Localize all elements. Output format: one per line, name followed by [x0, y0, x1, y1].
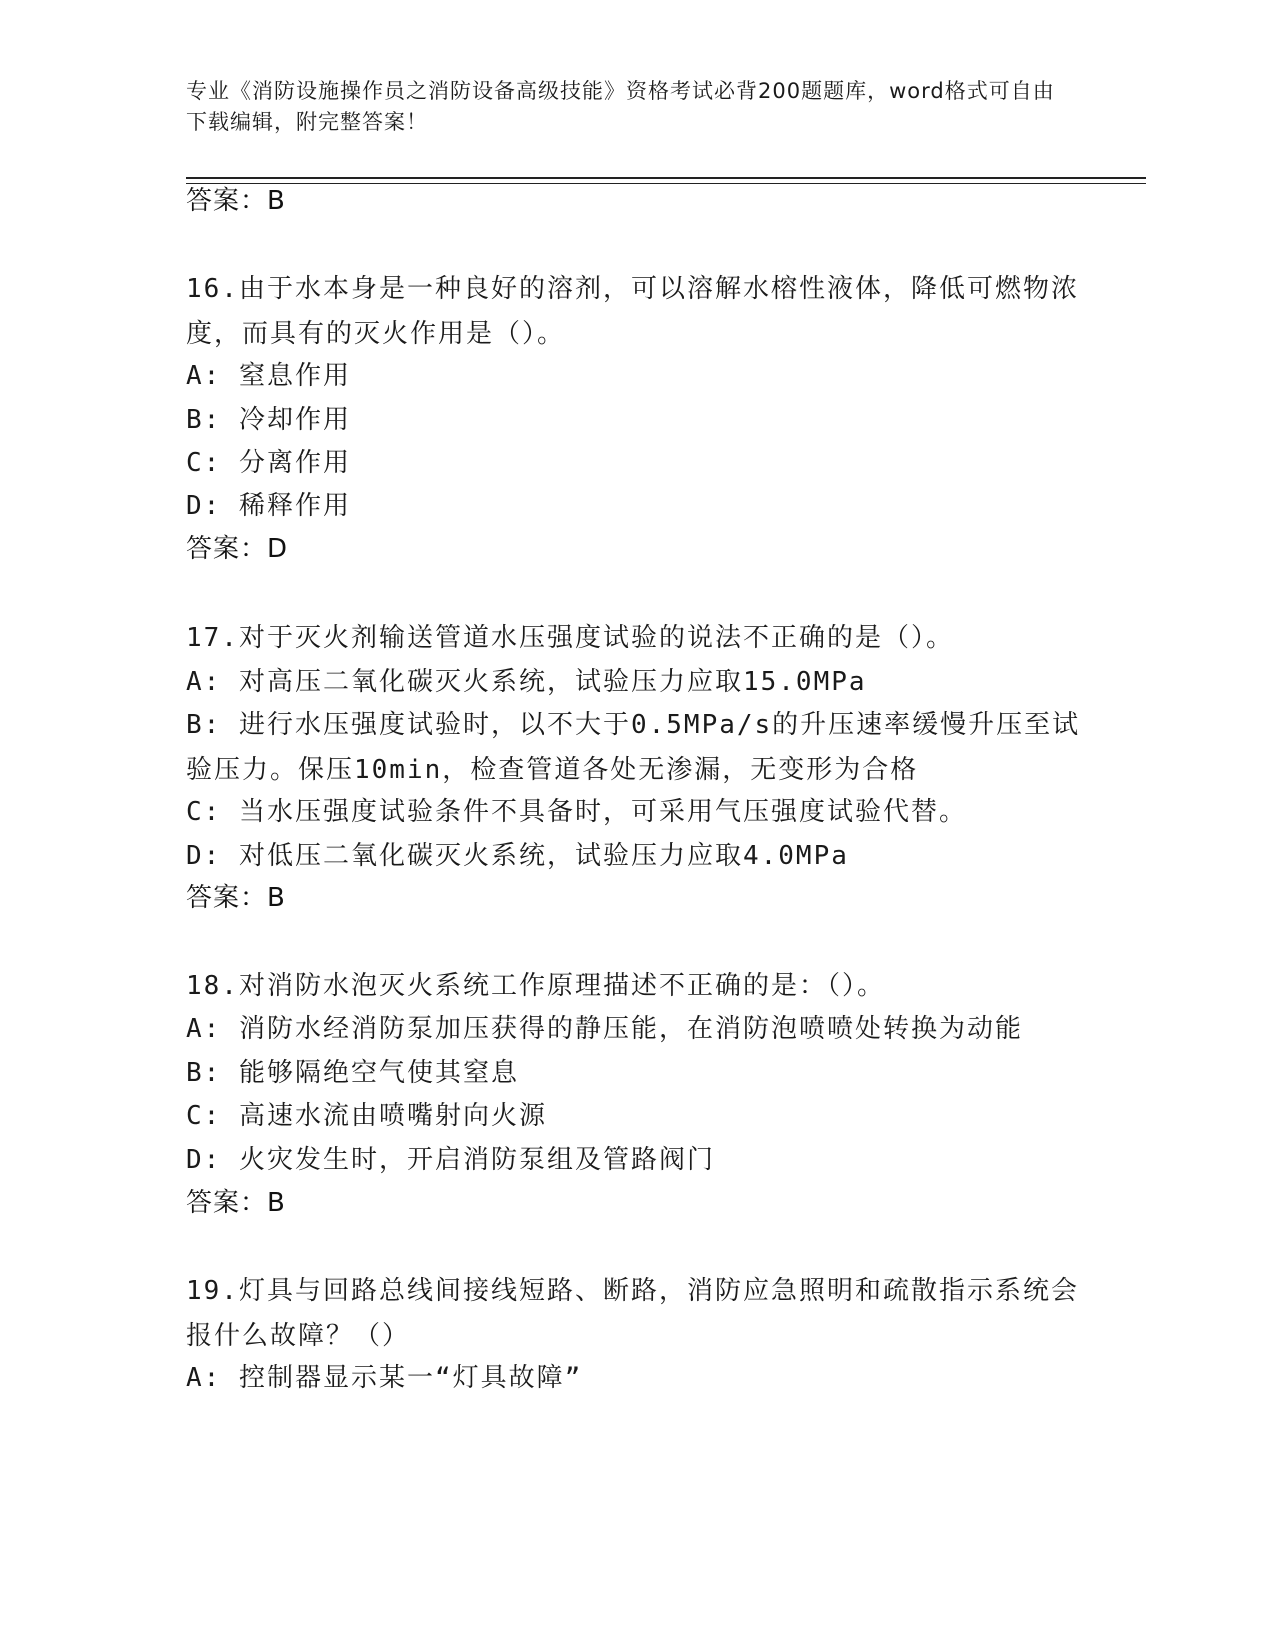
question-16-option-c: C: 分离作用 [186, 448, 351, 478]
question-17-option-a: A: 对高压二氧化碳灭火系统，试验压力应取15.0MPa [186, 667, 867, 697]
header-rule-thin [186, 183, 1146, 184]
answer-label: 答案： [186, 186, 268, 216]
question-16-stem: 16.由于水本身是一种良好的溶剂，可以溶解水榕性液体，降低可燃物浓度，而具有的灭火作用是（）。 [186, 274, 1079, 349]
answer-line [186, 184, 285, 218]
question-19-option-a: A: 控制器显示某一“灯具故障” [186, 1363, 583, 1393]
question-18-stem: 18.对消防水泡灭火系统工作原理描述不正确的是：（）。 [186, 971, 885, 1001]
document-header: 专业《消防设施操作员之消防设备高级技能》资格考试必背200题题库，word格式可自由下载编辑，附完整答案！ [186, 79, 1055, 134]
question-18-option-c: C: 高速水流由喷嘴射向火源 [186, 1101, 547, 1131]
question-18-option-b: B: 能够隔绝空气使其窒息 [186, 1058, 519, 1088]
question-18-option-a: A: 消防水经消防泵加压获得的静压能，在消防泡喷喷处转换为动能 [186, 1014, 1023, 1044]
answer-label: 答案： [186, 883, 268, 913]
question-17-option-d: D: 对低压二氧化碳灭火系统，试验压力应取4.0MPa [186, 841, 849, 871]
question-17-option-b: B: 进行水压强度试验时，以不大于0.5MPa/s的升压速率缓慢升压至试验压力。保压10min，检查管道各处无渗漏，无变形为合格 [186, 710, 1081, 785]
question-17-stem: 17.对于灭火剂输送管道水压强度试验的说法不正确的是（）。 [186, 623, 954, 653]
question-16-option-a: A: 窒息作用 [186, 361, 351, 391]
answer-label: 答案： [186, 534, 268, 564]
question-17-answer [186, 881, 285, 915]
answer-label: 答案： [186, 1188, 268, 1218]
answer-value: B [267, 186, 285, 216]
answer-value: D [267, 534, 288, 564]
question-16-answer [186, 532, 287, 566]
question-17-option-c: C: 当水压强度试验条件不具备时，可采用气压强度试验代替。 [186, 797, 967, 827]
header-rule [186, 177, 1146, 179]
answer-value: B [267, 883, 285, 913]
answer-value: B [267, 1188, 285, 1218]
question-16-option-b: B: 冷却作用 [186, 405, 351, 435]
question-18-answer [186, 1186, 285, 1220]
question-18-option-d: D: 火灾发生时，开启消防泵组及管路阀门 [186, 1145, 715, 1175]
question-16-option-d: D: 稀释作用 [186, 491, 351, 521]
question-19-stem: 19.灯具与回路总线间接线短路、断路，消防应急照明和疏散指示系统会报什么故障？（） [186, 1276, 1079, 1351]
